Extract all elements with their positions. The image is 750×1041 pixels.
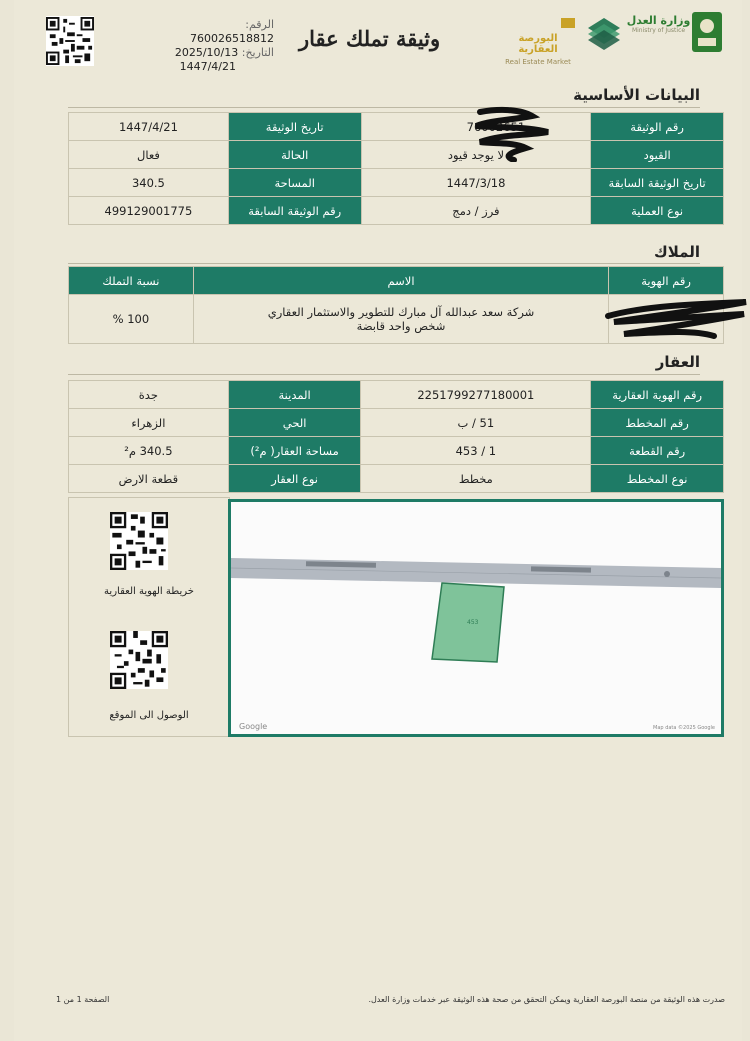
footer-note: صدرت هذه الوثيقة من منصة البورصة العقارية ويمكن التحقق من صحة هذه الوثيقة عبر خدمات وزارة العدل. xyxy=(368,995,725,1004)
operation-type-label-cell: نوع العملية xyxy=(591,197,724,225)
moj-logo-en: Ministry of Justice xyxy=(631,27,686,34)
qr-side-panel xyxy=(68,497,230,737)
property-id-label-cell: رقم الهوية العقارية xyxy=(591,381,724,409)
doc-number-label-cell: رقم الوثيقة xyxy=(591,113,724,141)
operation-type-cell: فرز / دمج xyxy=(361,197,591,225)
owners-title: الملاك xyxy=(654,243,700,261)
property-type-cell: قطعة الارض xyxy=(69,465,229,493)
property-map[interactable] xyxy=(228,499,724,737)
property-title: العقار xyxy=(655,353,700,371)
page-number: الصفحة 1 من 1 xyxy=(56,995,110,1004)
prev-doc-date-label-cell: تاريخ الوثيقة السابقة xyxy=(591,169,724,197)
real-estate-market-logo xyxy=(499,14,577,66)
property-area-label-cell: مساحة العقار( م²) xyxy=(228,437,361,465)
redaction-scribble-icon xyxy=(462,106,552,162)
map-canvas xyxy=(231,502,721,734)
prev-doc-number-cell: 499129001775 xyxy=(69,197,229,225)
moj-emblem-icon xyxy=(692,12,722,52)
owner-share-cell: 100 % xyxy=(69,295,194,344)
owner-share-header: نسبة التملك xyxy=(69,267,194,295)
qr-location-label: الوصول الى الموقع xyxy=(109,710,189,721)
restrictions-cell: لا يوجد قيود xyxy=(361,141,591,169)
district-label-cell: الحي xyxy=(228,409,361,437)
district-cell: الزهراء xyxy=(69,409,229,437)
owner-name-cell xyxy=(193,295,608,344)
map-attribution: Map data ©2025 Google xyxy=(653,725,715,731)
google-mark: Google xyxy=(239,722,268,731)
doc-date-hijri: 1447/4/21 xyxy=(179,60,236,73)
property-map-qr-code[interactable] xyxy=(110,512,168,570)
document-page xyxy=(14,0,742,1041)
restrictions-label-cell: القيود xyxy=(591,141,724,169)
doc-date-gregorian: 2025/10/13 xyxy=(174,46,239,59)
doc-number-line xyxy=(164,18,274,46)
plan-type-cell: مخطط xyxy=(361,465,591,493)
doc-number-label: الرقم: xyxy=(245,18,274,31)
basic-info-title: البيانات الأساسية xyxy=(573,86,700,104)
qr-code-icon xyxy=(110,512,168,570)
property-table xyxy=(68,380,724,493)
plan-type-label-cell: نوع المخطط xyxy=(591,465,724,493)
moj-logo-ar: وزارة العدل xyxy=(626,14,691,27)
svg-text:453: 453 xyxy=(467,619,479,626)
city-label-cell: المدينة xyxy=(228,381,361,409)
qr-code-icon xyxy=(110,631,168,689)
doc-number: 760026518812 xyxy=(190,32,274,45)
location-qr-code[interactable] xyxy=(110,631,168,689)
owner-name-line2: شخص واحد قابضة xyxy=(356,319,446,333)
property-row xyxy=(69,381,724,409)
redaction-scribble-icon xyxy=(604,296,750,342)
prev-doc-number-label-cell: رقم الوثيقة السابقة xyxy=(228,197,361,225)
basic-info-table xyxy=(68,112,724,225)
owner-name-line1: شركة سعد عبدالله آل مبارك للتطوير والاستثمار العقاري xyxy=(267,305,535,319)
property-row xyxy=(69,465,724,493)
owner-name-header: الاسم xyxy=(193,267,608,295)
status-cell: فعال xyxy=(69,141,229,169)
owners-divider xyxy=(68,263,700,264)
doc-date-label: التاريخ: xyxy=(241,46,274,59)
real-estate-logo-icon xyxy=(499,17,577,29)
owners-header-row xyxy=(69,267,724,295)
document-title: وثيقة تملك عقار xyxy=(299,26,441,51)
plan-number-label-cell: رقم المخطط xyxy=(591,409,724,437)
property-divider xyxy=(68,374,700,375)
real-estate-logo-ar: البورصة العقارية xyxy=(518,33,558,55)
property-row xyxy=(69,409,724,437)
owner-id-header: رقم الهوية xyxy=(609,267,724,295)
area-label-cell: المساحة xyxy=(228,169,361,197)
doc-number-cell: 76002651 xyxy=(361,113,591,141)
stacked-blocks-logo-icon xyxy=(584,14,624,50)
prev-doc-date-cell: 1447/3/18 xyxy=(361,169,591,197)
parcel-number-label-cell: رقم القطعة xyxy=(591,437,724,465)
status-label-cell: الحالة xyxy=(228,141,361,169)
plan-number-cell: 51 / ب xyxy=(361,409,591,437)
basic-info-row xyxy=(69,169,724,197)
qr-code-icon xyxy=(46,16,94,66)
basic-info-row xyxy=(69,197,724,225)
property-type-label-cell: نوع العقار xyxy=(228,465,361,493)
basic-info-row xyxy=(69,141,724,169)
ministry-of-justice-logo xyxy=(626,14,691,34)
parcel-number-cell: 1 / 453 xyxy=(361,437,591,465)
area-cell: 340.5 xyxy=(69,169,229,197)
doc-date-line xyxy=(164,46,274,60)
property-id-cell: 2251799277180001 xyxy=(361,381,591,409)
doc-date-cell: 1447/4/21 xyxy=(69,113,229,141)
city-cell: جدة xyxy=(69,381,229,409)
document-meta xyxy=(164,18,274,74)
qr-map-label: خريطة الهوية العقارية xyxy=(104,586,194,597)
property-row xyxy=(69,437,724,465)
header-qr-code xyxy=(46,16,94,66)
doc-date-label-cell: تاريخ الوثيقة xyxy=(228,113,361,141)
property-area-cell: 340.5 م² xyxy=(69,437,229,465)
basic-info-divider xyxy=(68,107,700,108)
basic-info-row xyxy=(69,113,724,141)
real-estate-logo-en: Real Estate Market xyxy=(505,58,571,66)
